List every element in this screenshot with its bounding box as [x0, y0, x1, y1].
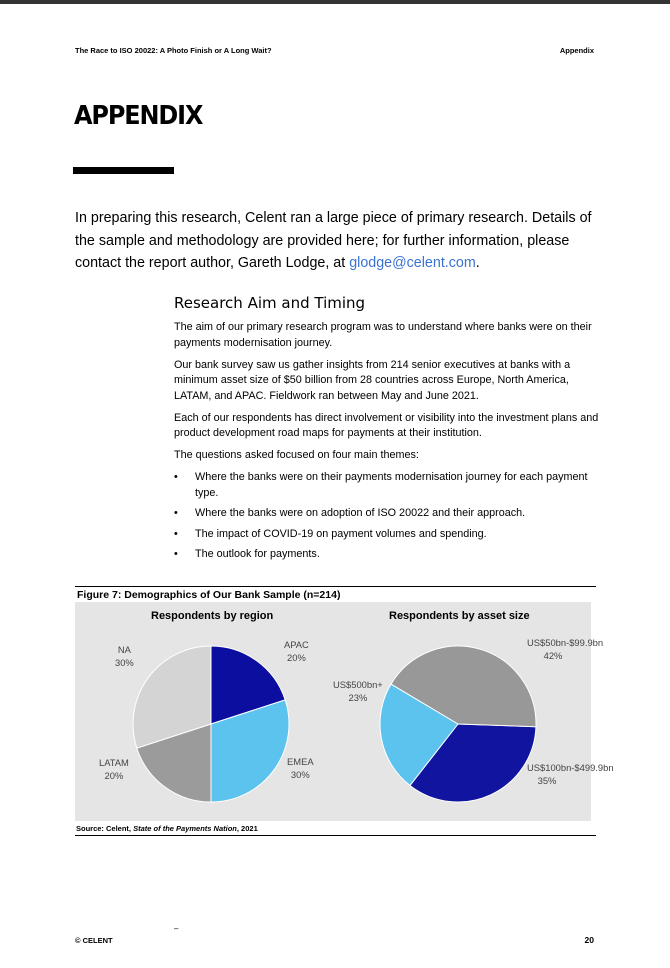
page-title: APPENDIX — [74, 101, 203, 131]
footer-copyright: © CELENT — [75, 936, 113, 945]
intro-text: In preparing this research, Celent ran a large piece of primary research. Details of the sample and methodology are provided here; for further information, please contact the report author, Gareth Lodge, at — [75, 210, 592, 271]
slice-label-latam: LATAM 20% — [99, 757, 129, 781]
running-header-section: Appendix — [559, 46, 594, 55]
list-item — [174, 527, 599, 543]
list-item-text: Where the banks were on adoption of ISO 20022 and their approach. — [195, 507, 526, 519]
list-item-text: Where the banks were on their payments modernisation journey for each payment type. — [195, 471, 588, 499]
title-underline — [73, 167, 174, 174]
slice-label-na: NA 30% — [115, 644, 134, 668]
list-item-text: The impact of COVID-19 on payment volumes and spending. — [195, 527, 487, 540]
body-paragraph: Each of our respondents has direct involvement or visibility into the investment plans and product development road maps for payments at their institution. — [174, 411, 599, 439]
figure-bottom-rule — [75, 835, 596, 836]
figure-title: Figure 7: Demographics of Our Bank Sample (n=214) — [77, 589, 341, 601]
body-paragraph: The questions asked focused on four main themes: — [174, 449, 419, 461]
bullet-icon: • — [174, 527, 178, 540]
figure-top-rule — [75, 586, 596, 587]
list-item — [174, 506, 599, 522]
section-body — [174, 320, 599, 568]
intro-end: . — [475, 255, 480, 271]
pie-chart-region — [131, 644, 291, 804]
slice-label-apac: APAC 20% — [284, 639, 309, 663]
author-email-link[interactable]: glodge@celent.com — [349, 255, 476, 271]
section-heading: Research Aim and Timing — [174, 294, 366, 312]
footer-dash: – — [174, 924, 179, 933]
slice-label-500bn: US$500bn+ 23% — [333, 679, 383, 703]
bullet-icon: • — [174, 471, 178, 483]
themes-list — [174, 470, 599, 563]
body-paragraph: The aim of our primary research program was to understand where banks were on their payments modernisation journey. — [174, 321, 592, 349]
chart-title-asset-size: Respondents by asset size — [389, 610, 530, 622]
running-header-title: The Race to ISO 20022: A Photo Finish or A Long Wait? — [75, 46, 272, 55]
slice-label-emea: EMEA 30% — [287, 756, 314, 780]
page-number: 20 — [584, 935, 594, 945]
top-border — [0, 0, 670, 4]
pie-chart-asset-size — [378, 644, 538, 804]
figure-source: Source: Celent, State of the Payments Nation, 2021 — [76, 824, 258, 833]
slice-label-100bn: US$100bn-$499.9bn 35% — [527, 762, 614, 786]
list-item — [174, 470, 599, 501]
chart-title-region: Respondents by region — [151, 610, 274, 622]
intro-paragraph — [75, 207, 595, 275]
list-item-text: The outlook for payments. — [195, 548, 320, 560]
bullet-icon: • — [174, 507, 178, 519]
slice-label-50bn: US$50bn-$99.9bn 42% — [527, 637, 604, 661]
figure-panel — [75, 602, 614, 821]
bullet-icon: • — [174, 548, 178, 560]
body-paragraph: Our bank survey saw us gather insights from 214 senior executives at banks with a minimum asset size of $50 billion from 28 countries across Europe, North America, LATAM, and APAC. Fieldwork ran between May and June 2021. — [174, 358, 571, 402]
list-item — [174, 547, 599, 563]
